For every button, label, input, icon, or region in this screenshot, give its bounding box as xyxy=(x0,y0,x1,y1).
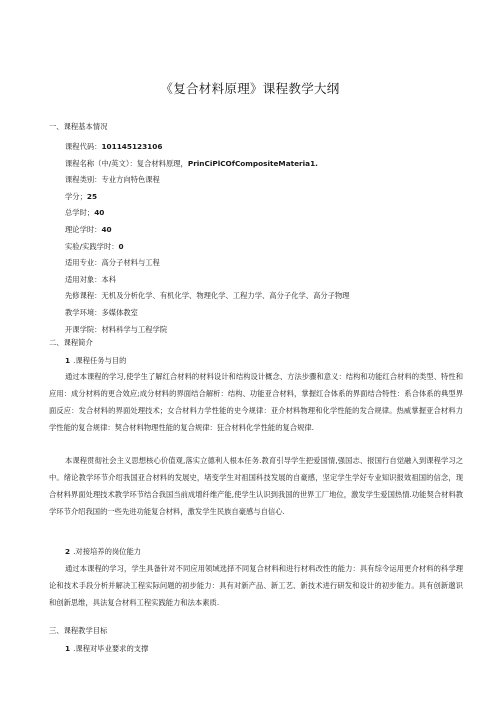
field-label: 课程名称（中/英文）：复合材料原理， xyxy=(65,158,188,168)
field-label: 适用对象：本科 xyxy=(65,274,117,284)
subsection-label: .课程任务与目的 xyxy=(73,356,127,365)
subsection-label: .对接培养的岗位能力 xyxy=(73,547,142,556)
subsection-graduation-support xyxy=(65,644,148,654)
section-heading-basic-info: 一、课程基本情况 xyxy=(49,122,108,131)
field-value: 40 xyxy=(101,225,112,234)
subsection-number: 1 xyxy=(65,356,71,365)
subsection-job-ability xyxy=(65,547,141,557)
field-value: PrinCiPlCOfCompositeMateria1. xyxy=(187,158,318,168)
field-label: 先修课程：无机及分析化学、有机化学、物理化学、工程力学、高分子化学、高分子物理 xyxy=(65,291,350,301)
subsection-task-purpose xyxy=(65,356,126,366)
basic-info-line xyxy=(65,142,162,152)
field-label: 实验/实践学时： xyxy=(65,241,119,251)
field-label: 学分； xyxy=(65,191,87,201)
paragraph-task-purpose: 通过本课程的学习,使学生了解红合材料的材料设计和结构设计概念、方法步骤和意义：结构和功能红合材料的类型、特性和应用：成分材料的更合效应;成分材料的界面结合解析：结构、功能亚合材料，掌握红合体系的界面结合特性：系合体系的典型界面反应：发合材料的界面处理技术；女合材料力学性能的史今规律：亚介材料物理和化学性能的发合规律。热威掌握亚合材料力学性能的复合规律：契合材料物理性能的复合规律：狂合材料化学性能的复合规律. xyxy=(49,372,463,432)
basic-info-line xyxy=(65,275,116,285)
subsection-label: .课程对毕业要求的支撑 xyxy=(73,644,149,653)
field-label: 总学时； xyxy=(65,208,95,218)
subsection-number: 2 xyxy=(65,547,71,556)
subsection-number: 1 xyxy=(65,644,71,653)
field-label: 课程类别：专业方向特色课程 xyxy=(65,175,160,185)
basic-info-line xyxy=(65,208,104,218)
basic-info-line xyxy=(65,258,160,268)
section-heading-intro: 二、课程简介 xyxy=(49,338,93,347)
basic-info-line xyxy=(65,175,160,185)
field-label: 开课学院：材料科学与工程学院 xyxy=(65,324,168,334)
field-label: 适用专业：高分子材料与工程 xyxy=(65,258,160,268)
field-value: 0 xyxy=(118,241,124,251)
basic-info-line xyxy=(65,325,167,335)
basic-info-line xyxy=(65,159,318,169)
basic-info-line xyxy=(65,225,112,235)
document-title: 《复合材料原理》课程教学大纲 xyxy=(160,81,340,96)
field-label: 理论学时： xyxy=(65,225,102,234)
paragraph-job-ability: 通过本课程的学习，学生具备针对不同应用领域选择不同复合材料和进行材料改性的能力：具有综令运用更介材料的科学理论和技术手段分析并解决工程实际问题的初步能力：具有对新产品、新工艺、新技术进行研发和设计的初步能力。具有创新邈识和创新思维，具法复合材料工程实践能力和法本素质. xyxy=(49,564,463,607)
field-value: 101145123106 xyxy=(101,142,163,151)
basic-info-line xyxy=(65,291,350,301)
basic-info-line xyxy=(65,192,97,202)
field-value: 25 xyxy=(86,191,98,201)
field-value: 40 xyxy=(94,208,105,218)
paragraph-ideology: 本课程贯彻社会主义思想核心价值观,落实立德利人根本任务.教育引导学生把爱国情,强国志、报国行自觉融入到课程学习之中。绪论教学环节介绍我国亚合材料的发展史，堵变学生对祖国科技发展的自豪感，坚定学生学好专业知识报效祖国的信念，现合材料界面处理技术教学环节结合我国当前成增纤维产能,使学生认识到我国的世界工厂地位，激发学生爱国热情.功能契合材料教学环节介绍我国的一些先进功能复合材料，激发学生民族自豪感与自信心. xyxy=(49,456,463,516)
basic-info-line xyxy=(65,242,124,252)
field-label: 课程代码： xyxy=(65,142,102,151)
field-label: 教学环境：多媒体教室 xyxy=(65,308,138,317)
section-heading-objectives: 三、课程教学目标 xyxy=(49,626,108,635)
basic-info-line xyxy=(65,308,138,318)
